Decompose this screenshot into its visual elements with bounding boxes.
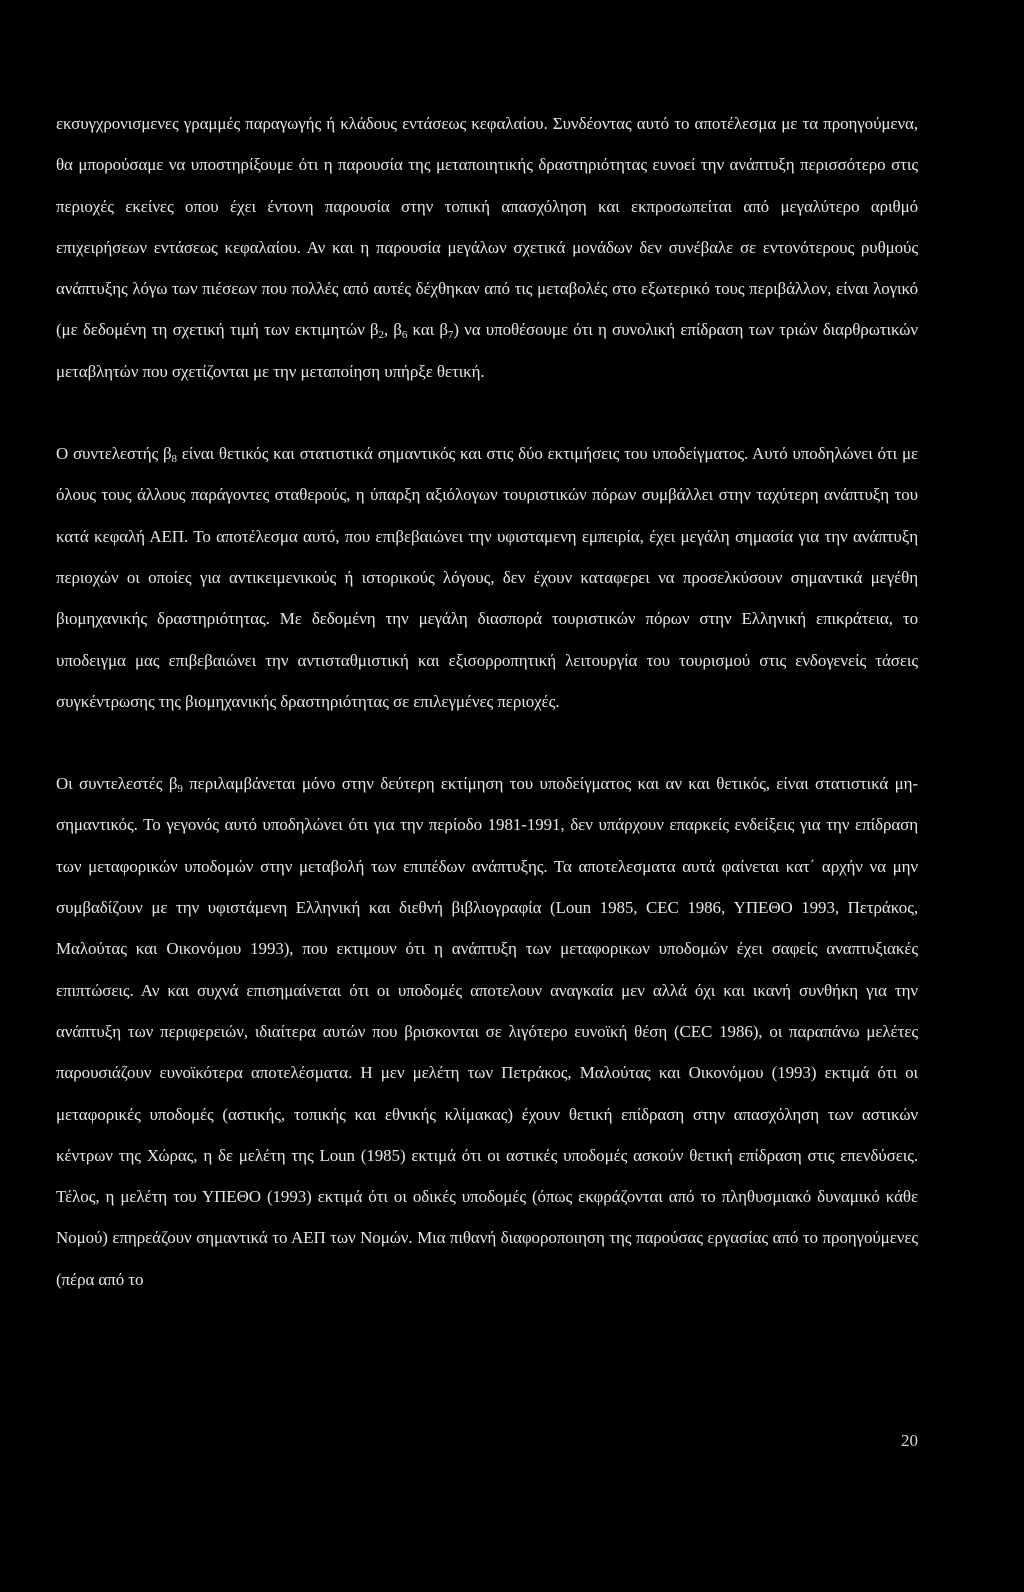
coefficient-subscript: 8 <box>171 453 177 466</box>
paragraph-text: εκσυγχρονισμενες γραμμές παραγωγής ή κλάδους εντάσεως κεφαλαίου. Συνδέοντας αυτό το αποτέλεσμα με τα προηγούμενα, θα μπορούσαμε να υποστηρίξουμε ότι η παρουσία της μεταποιητικής δραστηριότητας ευνοεί την ανάπτυξη περισσότερο στις περιοχές εκείνες οπου έχει έντονη παρουσία στην τοπική απασχόληση και εκπροσωπείται από μεγαλύτερο αριθμό επιχειρήσεων εντάσεως κεφαλαίου. Αν και η παρουσία μεγάλων σχετικά μονάδων δεν συνέβαλε σε εντονότερους ρυθμούς ανάπτυξης λόγω των πιέσεων που πολλές από αυτές δέχθηκαν από τις μεταβολές στο εξωτερικό τους περιβάλλον, είναι λογικό (με δεδομένη τη σχετική τιμή των εκτιμητών β <box>56 114 918 340</box>
coefficient-subscript: 2 <box>378 329 384 342</box>
paragraph-text: ) να υποθέσουμε ότι η συνολική επίδραση των τριών διαρθρωτικών μεταβλητών που σχετίζονται με την μεταποίηση υπήρξε θετική. <box>56 320 918 381</box>
coefficient-subscript: 7 <box>447 329 454 342</box>
paragraph <box>56 433 918 722</box>
page-number: 20 <box>901 1431 918 1450</box>
document-body <box>56 103 918 1300</box>
coefficient-subscript: 9 <box>177 783 183 796</box>
coefficient-subscript: 6 <box>401 329 408 342</box>
paragraph-text: είναι θετικός και στατιστικά σημαντικός και στις δύο εκτιμήσεις του υποδείγματος. Αυτό υποδηλώνει ότι με όλους τους άλλους παράγοντες σταθερούς, η ύπαρξη αξιόλογων τουριστικών πόρων συμβάλλει στην ταχύτερη ανάπτυξη του κατά κεφαλή ΑΕΠ. Το αποτέλεσμα αυτό, που επιβεβαιώνει την υφισταμενη εμπειρία, έχει μεγάλη σημασία για την ανάπτυξη περιοχών οι οποίες για αντικειμενικούς ή ιστορικούς λόγους, δεν έχουν καταφερει να προσελκύσουν σημαντικά μεγέθη βιομηχανικής δραστηριότητας. Με δεδομένη την μεγάλη διασπορά τουριστικών πόρων στην Ελληνική επικράτεια, το υποδειγμα μας επιβεβαιώνει την αντισταθμιστική και εξισορροπητική λειτουργία του τουρισμού στις ενδογενείς τάσεις συγκέντρωσης της βιομηχανικής δραστηριότητας σε επιλεγμένες περιοχές. <box>56 444 918 711</box>
paragraph-text: Ο συντελεστής β <box>56 444 172 464</box>
paragraph-text: περιλαμβάνεται μόνο στην δεύτερη εκτίμηση του υποδείγματος και αν και θετικός, είναι στατιστικά μη-σημαντικός. Το γεγονός αυτό υποδηλώνει ότι για την περίοδο 1981-1991, δεν υπάρχουν επαρκείς ενδείξεις για την επίδραση των μεταφορικών υποδομών στην μεταβολή των επιπέδων ανάπτυξης. Τα αποτελεσματα αυτά φαίνεται κατ΄ αρχήν να μην συμβαδίζουν με την υφιστάμενη Ελληνική και διεθνή βιβλιογραφία (Loun 1985, CEC 1986, ΥΠΕΘΟ 1993, Πετράκος, Μαλούτας και Οικονόμου 1993), που εκτιμουν ότι η ανάπτυξη των μεταφορικων υποδομών έχει σαφείς αναπτυξιακές επιπτώσεις. Αν και συχνά επισημαίνεται ότι οι υποδομές αποτελουν αναγκαία μεν αλλά όχι και ικανή συνθήκη για την ανάπτυξη των περιφερειών, ιδιαίτερα αυτών που βρισκονται σε λιγότερο ευνοϊκή θέση (CEC 1986), οι παραπάνω μελέτες παρουσιάζουν ευνοϊκότερα αποτελέσματα. Η μεν μελέτη των Πετράκος, Μαλούτας και Οικονόμου (1993) εκτιμά ότι οι μεταφορικές υποδομές (αστικής, τοπικής και εθνικής κλίμακας) έχουν θετική επίδραση στην απασχόληση των αστικών κέντρων της Χώρας, η δε μελέτη της Loun (1985) εκτιμά ότι οι αστικές υποδομές ασκούν θετική επίδραση στις επενδύσεις. Τέλος, η μελέτη του ΥΠΕΘΟ (1993) εκτιμά ότι οι οδικές υποδομές (όπως εκφράζονται από το πληθυσμιακό δυναμικό κάθε Νομού) επηρεάζουν σημαντικά το ΑΕΠ των Νομών. Μια πιθανή διαφοροποιηση της παρούσας εργασίας από το προηγούμενες (πέρα από το <box>56 774 918 1289</box>
paragraph <box>56 103 918 392</box>
paragraph <box>56 763 918 1300</box>
paragraph-text: και β <box>407 320 448 340</box>
paragraph-text: , β <box>383 320 402 340</box>
paragraph-text: Οι συντελεστές β <box>56 774 178 794</box>
